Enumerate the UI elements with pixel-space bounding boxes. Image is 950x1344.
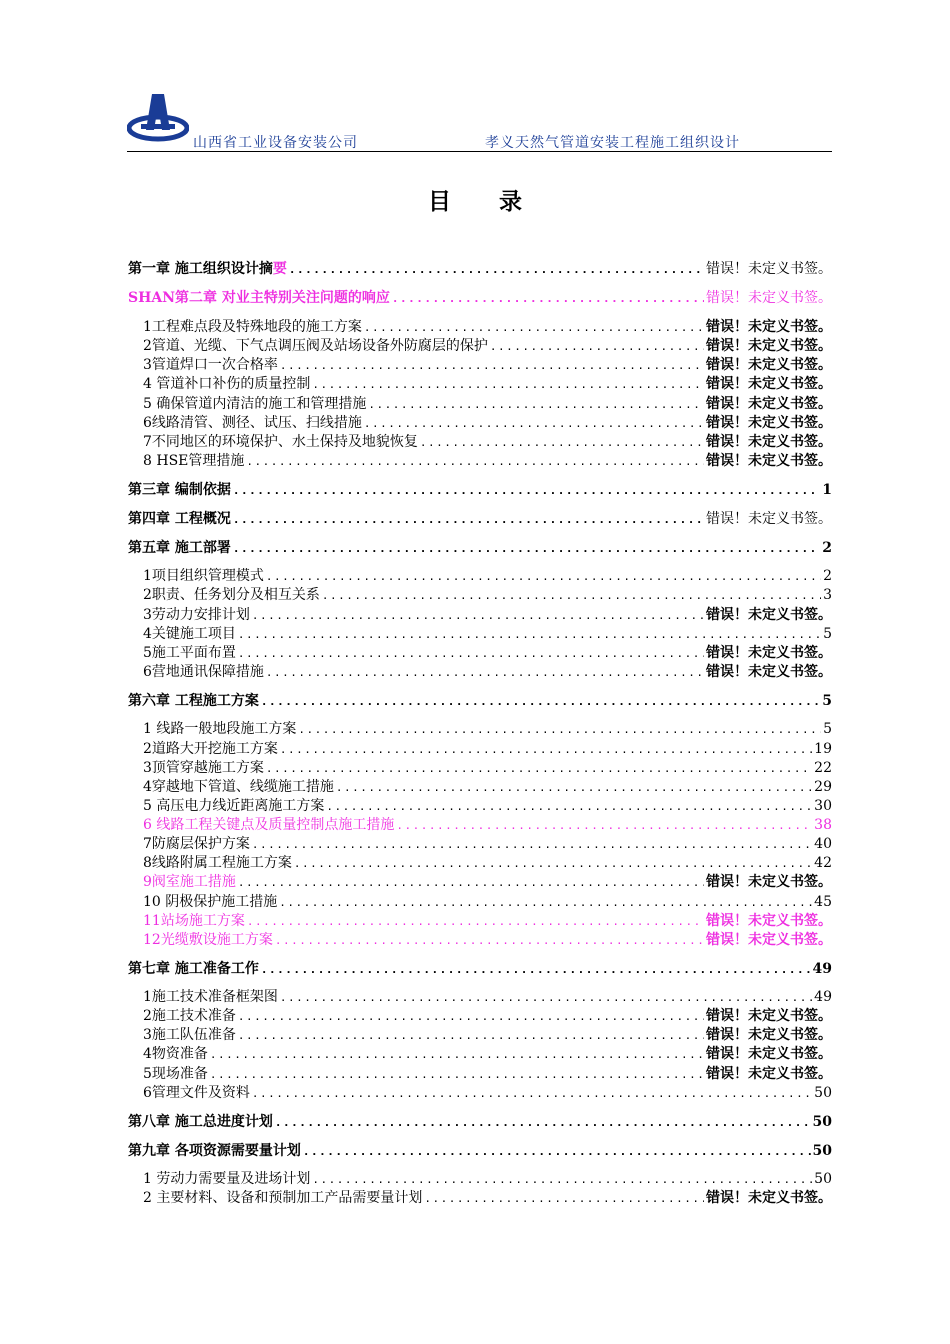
toc-entry-title: 5现场准备 (143, 1066, 208, 1082)
toc-dot-leader (233, 539, 820, 558)
toc-entry-title: 7不同地区的环境保护、水土保持及地貌恢复 (143, 434, 418, 450)
toc-entry-title: 第九章 各项资源需要量计划 (128, 1143, 301, 1159)
toc-entry-title: 2职责、任务划分及相互关系 (143, 587, 320, 603)
toc-page-number: 5 (823, 626, 832, 642)
toc-dot-leader (326, 797, 812, 816)
toc-dot-leader (252, 1084, 812, 1103)
toc-section-row[interactable] (143, 835, 832, 854)
toc-entry-title: 11站场施工方案 (143, 913, 245, 929)
toc-section-row[interactable] (143, 586, 832, 605)
toc-page-number: 错误！未定义书签。 (706, 913, 832, 929)
toc-page-number: 40 (814, 836, 832, 852)
toc-entry-title-highlight: 要 (272, 261, 287, 277)
toc-page-number: 错误！未定义书签。 (706, 664, 832, 680)
toc-section-row[interactable] (143, 452, 832, 471)
toc-page-number: 错误！未定义书签。 (706, 1190, 832, 1206)
toc-dot-leader (420, 433, 704, 452)
toc-page-number: 50 (814, 1171, 832, 1187)
toc-entry-title: 3施工队伍准备 (143, 1027, 236, 1043)
project-name: 孝义天然气管道安装工程施工组织设计 (485, 135, 740, 151)
toc-dot-leader (312, 1170, 812, 1189)
toc-entry-title: 1 劳动力需要量及进场计划 (143, 1171, 311, 1187)
toc-chapter-row[interactable] (128, 1113, 832, 1132)
toc-dot-leader (294, 854, 812, 873)
toc-page-number: 错误！未定义书签。 (706, 607, 832, 623)
toc-section-row[interactable] (143, 1170, 832, 1189)
toc-section-row[interactable] (143, 873, 832, 892)
toc-entry-title: 3顶管穿越施工方案 (143, 760, 264, 776)
toc-entry-title: 2管道、光缆、下气点调压阀及站场设备外防腐层的保护 (143, 338, 488, 354)
toc-entry-title: 8 HSE管理措施 (143, 453, 245, 469)
company-logo-icon (127, 90, 189, 144)
toc-entry-title: 第一章 施工组织设计摘要 (128, 261, 287, 277)
toc-entry-title: 2道路大开挖施工方案 (143, 741, 278, 757)
toc-dot-leader (424, 1189, 704, 1208)
toc-section-row[interactable] (143, 375, 832, 394)
toc-section-row[interactable] (143, 854, 832, 873)
toc-dot-leader (238, 1026, 704, 1045)
toc-section-row[interactable] (143, 337, 832, 356)
toc-section-row[interactable] (143, 1007, 832, 1026)
toc-page-number: 50 (814, 1085, 832, 1101)
toc-entry-title: 12光缆敷设施工方案 (143, 932, 273, 948)
toc-page-number: 49 (812, 961, 832, 977)
toc-entry-title: 第七章 施工准备工作 (128, 961, 259, 977)
toc-dot-leader (364, 414, 704, 433)
toc-section-row[interactable] (143, 414, 832, 433)
toc-chapter-row[interactable] (128, 692, 832, 711)
toc-page-number: 错误！未定义书签。 (706, 453, 832, 469)
toc-entry-title: 第四章 工程概况 (128, 511, 231, 527)
toc-dot-leader (280, 740, 812, 759)
toc-page-number: 错误！未定义书签。 (706, 1027, 832, 1043)
toc-dot-leader (279, 893, 812, 912)
toc-entry-title: 8线路附属工程施工方案 (143, 855, 292, 871)
toc-section-row[interactable] (143, 395, 832, 414)
toc-section-row[interactable] (143, 606, 832, 625)
toc-page-number: 49 (814, 989, 832, 1005)
toc-entry-title: 5 确保管道内清洁的施工和管理措施 (143, 396, 367, 412)
toc-entry-title: 6线路清管、测径、试压、扫线措施 (143, 415, 362, 431)
toc-dot-leader (312, 375, 704, 394)
toc-page-number: 错误！未定义书签。 (706, 290, 832, 306)
toc-entry-title: 4 管道补口补伤的质量控制 (143, 376, 311, 392)
toc-entry-title: 5施工平面布置 (143, 645, 236, 661)
toc-dot-leader (247, 912, 704, 931)
toc-page-number: 19 (814, 741, 832, 757)
toc-page-number: 1 (822, 482, 832, 498)
toc-page-number: 50 (812, 1143, 832, 1159)
toc-entry-title: 5 高压电力线近距离施工方案 (143, 798, 325, 814)
toc-dot-leader (364, 318, 704, 337)
toc-section-row[interactable] (143, 1065, 832, 1084)
toc-dot-leader (275, 931, 704, 950)
toc-page-number: 错误！未定义书签。 (706, 357, 832, 373)
toc-dot-leader (238, 625, 821, 644)
toc-chapter-row[interactable] (128, 510, 832, 529)
toc-dot-leader (261, 692, 820, 711)
toc-dot-leader (233, 481, 820, 500)
toc-section-row[interactable] (143, 625, 832, 644)
toc-dot-leader (266, 663, 704, 682)
toc-dot-leader (266, 567, 821, 586)
toc-dot-leader (246, 452, 704, 471)
header-rule (127, 151, 832, 152)
toc-dot-leader (261, 960, 811, 979)
toc-page-number: 错误！未定义书签。 (706, 511, 832, 527)
toc-page-number: 30 (814, 798, 832, 814)
toc-dot-leader (336, 778, 812, 797)
toc-entry-title: 第五章 施工部署 (128, 540, 231, 556)
toc-entry-title: 6 线路工程关键点及质量控制点施工措施 (143, 817, 395, 833)
toc-section-row[interactable] (143, 720, 832, 739)
toc-dot-leader (238, 873, 704, 892)
toc-page-number: 2 (822, 540, 832, 556)
toc-page-number: 错误！未定义书签。 (706, 319, 832, 335)
toc-dot-leader (490, 337, 704, 356)
toc-dot-leader (233, 510, 704, 529)
page-header (127, 88, 832, 154)
toc-entry-title: 2 主要材料、设备和预制加工产品需要量计划 (143, 1190, 423, 1206)
toc-section-row[interactable] (143, 644, 832, 663)
toc-chapter-row[interactable] (128, 260, 832, 279)
toc-entry-title: 9阀室施工措施 (143, 874, 236, 890)
toc-entry-title: 第八章 施工总进度计划 (128, 1114, 273, 1130)
toc-page-number: 2 (823, 568, 832, 584)
toc-section-row[interactable] (143, 356, 832, 375)
toc-page-number: 错误！未定义书签。 (706, 338, 832, 354)
toc-page-number: 错误！未定义书签。 (706, 932, 832, 948)
toc-section-row[interactable] (143, 318, 832, 337)
toc-dot-leader (392, 289, 704, 308)
toc-chapter-row[interactable] (128, 1142, 832, 1161)
toc-page-number: 38 (814, 817, 832, 833)
toc-section-row[interactable] (143, 816, 832, 835)
toc-page-number: 22 (814, 760, 832, 776)
toc-dot-leader (322, 586, 821, 605)
toc-section-row[interactable] (143, 759, 832, 778)
toc-section-row[interactable] (143, 1084, 832, 1103)
toc-dot-leader (252, 835, 812, 854)
toc-section-row[interactable] (143, 740, 832, 759)
toc-section-row[interactable] (143, 433, 832, 452)
toc-entry-title: 1 线路一般地段施工方案 (143, 721, 297, 737)
toc-dot-leader (303, 1142, 811, 1161)
toc-entry-title: 3劳动力安排计划 (143, 607, 250, 623)
toc-entry-title: 7防腐层保护方案 (143, 836, 250, 852)
toc-section-row[interactable] (143, 797, 832, 816)
toc-page-number: 29 (814, 779, 832, 795)
toc-dot-leader (210, 1065, 704, 1084)
toc-page-number: 错误！未定义书签。 (706, 261, 832, 277)
toc-section-row[interactable] (143, 1189, 832, 1208)
toc-page-number: 错误！未定义书签。 (706, 434, 832, 450)
toc-section-row[interactable] (143, 912, 832, 931)
toc-entry-title: 1项目组织管理模式 (143, 568, 264, 584)
toc-section-row[interactable] (143, 567, 832, 586)
toc-page-number: 错误！未定义书签。 (706, 1008, 832, 1024)
toc-page-number: 50 (812, 1114, 832, 1130)
toc-dot-leader (368, 395, 704, 414)
toc-page-number: 错误！未定义书签。 (706, 1066, 832, 1082)
toc-dot-leader (289, 260, 704, 279)
toc-dot-leader (238, 644, 704, 663)
toc-entry-title: SHAN第二章 对业主特别关注问题的响应 (128, 290, 390, 306)
toc-entry-title: 2施工技术准备 (143, 1008, 236, 1024)
toc-page-number: 错误！未定义书签。 (706, 1046, 832, 1062)
toc-section-row[interactable] (143, 931, 832, 950)
toc-page-number: 5 (822, 693, 832, 709)
toc-page-number: 错误！未定义书签。 (706, 874, 832, 890)
toc-chapter-row[interactable] (128, 539, 832, 558)
toc-entry-title: 第六章 工程施工方案 (128, 693, 259, 709)
toc-section-row[interactable] (143, 988, 832, 1007)
toc-page-number: 5 (823, 721, 832, 737)
toc-entry-title: 4关键施工项目 (143, 626, 236, 642)
company-name: 山西省工业设备安装公司 (193, 135, 358, 151)
toc-page-number: 45 (814, 894, 832, 910)
toc-chapter-row[interactable] (128, 289, 832, 308)
toc-dot-leader (210, 1045, 704, 1064)
toc-entry-title: 1工程难点段及特殊地段的施工方案 (143, 319, 362, 335)
toc-section-row[interactable] (143, 893, 832, 912)
toc-dot-leader (252, 606, 704, 625)
toc-dot-leader (280, 356, 704, 375)
toc-section-row[interactable] (143, 1026, 832, 1045)
toc-dot-leader (396, 816, 812, 835)
toc-entry-title: 1施工技术准备框架图 (143, 989, 278, 1005)
toc-entry-title: 6营地通讯保障措施 (143, 664, 264, 680)
toc-page-number: 错误！未定义书签。 (706, 376, 832, 392)
toc-dot-leader (280, 988, 812, 1007)
toc-chapter-row[interactable] (128, 960, 832, 979)
toc-entry-title: 4穿越地下管道、线缆施工措施 (143, 779, 334, 795)
toc-page-number: 42 (814, 855, 832, 871)
toc-dot-leader (238, 1007, 704, 1026)
toc-entry-title: 第三章 编制依据 (128, 482, 231, 498)
toc-entry-title: 4物资准备 (143, 1046, 208, 1062)
toc-dot-leader (275, 1113, 811, 1132)
toc-entry-title: 10 阴极保护施工措施 (143, 894, 278, 910)
toc-page-number: 错误！未定义书签。 (706, 415, 832, 431)
page-title: 目 录 (427, 188, 542, 215)
toc-entry-title: 3管道焊口一次合格率 (143, 357, 278, 373)
toc-entry-title: 6管理文件及资料 (143, 1085, 250, 1101)
toc-section-row[interactable] (143, 778, 832, 797)
toc-chapter-row[interactable] (128, 481, 832, 500)
toc-dot-leader (266, 759, 812, 778)
toc-section-row[interactable] (143, 663, 832, 682)
toc-page-number: 错误！未定义书签。 (706, 396, 832, 412)
toc-dot-leader (298, 720, 821, 739)
toc-page-number: 3 (823, 587, 832, 603)
toc-section-row[interactable] (143, 1045, 832, 1064)
toc-page-number: 错误！未定义书签。 (706, 645, 832, 661)
